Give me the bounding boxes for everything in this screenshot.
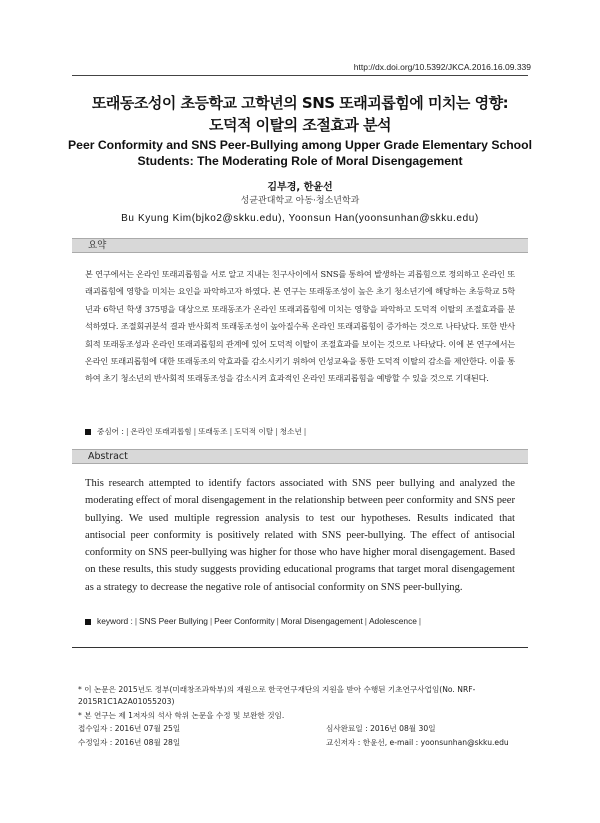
accepted-date: 심사완료일 : 2016년 08월 30일 — [326, 724, 436, 733]
authors-korean: 김부경, 한윤선 — [267, 182, 333, 193]
title-english-line1: Peer Conformity and SNS Peer-Bullying among Upper Grade Elementary School — [68, 138, 532, 152]
keywords-english: keyword : | SNS Peer Bullying | Peer Conformity | Moral Disengagement | Adolescence | — [85, 616, 423, 626]
title-korean-line2: 도덕적 이탈의 조절효과 분석 — [208, 116, 392, 134]
affiliation: 성균관대학교 아동·청소년학과 — [240, 196, 360, 206]
keyword-en-item: Peer Conformity — [214, 616, 275, 626]
abstract-en-heading-bar — [72, 449, 528, 464]
keyword-en-item: Moral Disengagement — [280, 616, 363, 626]
keywords-korean-label: 중심어 : — [97, 427, 124, 436]
abstract-en-heading: Abstract — [88, 451, 128, 462]
corresponding-author: 교신저자 : 한윤선, e-mail : yoonsunhan@skku.edu — [326, 738, 509, 747]
bullet-square-icon — [85, 619, 91, 625]
abstract-ko-heading: 요약 — [88, 240, 107, 251]
abstract-ko-heading-bar — [72, 238, 528, 253]
title-english — [40, 137, 560, 169]
authors-english: Bu Kyung Kim(bjko2@skku.edu), Yoonsun Han(yoonsunhan@skku.edu) — [121, 213, 479, 224]
keyword-ko-item: 온라인 또래괴롭힘 — [130, 427, 192, 436]
doi-link[interactable]: http://dx.doi.org/10.5392/JKCA.2016.16.09.339 — [353, 62, 531, 72]
received-date: 접수일자 : 2016년 07월 25일 — [78, 724, 181, 733]
keywords-korean: 중심어 : | 온라인 또래괴롭힘 | 또래동조 | 도덕적 이탈 | 청소년 | — [85, 426, 308, 437]
title-korean-line1: 또래동조성이 초등학교 고학년의 SNS 또래괴롭힘에 미치는 영향: — [91, 94, 509, 112]
title-korean — [40, 92, 560, 136]
revised-date: 수정일자 : 2016년 08월 28일 — [78, 738, 181, 747]
abstract-korean-body: 본 연구에서는 온라인 또래괴롭힘을 서로 알고 지내는 친구사이에서 SNS를 통하여 발생하는 괴롭힘으로 정의하고 온라인 또래괴롭힘에 영향을 미치는 요인을 파악하고자 하였다. 본 연구는 또래동조성이 높은 초기 청소년기에 해당하는 초등학교 5학년과 6학년 학생 375명을 대상으로 또래동조가 온라인 또래괴롭힘에 미치는 영향을 파악하고 도덕적 이탈의 조절효과를 분석하였다. 조절회귀분석 결과 반사회적 또래동조성이 높아질수록 온라인 또래괴롭힘이 증가하는 것으로 나타났다. 또한 반사회적 또래동조성과 온라인 또래괴롭힘의 관계에 있어 도덕적 이탈이 조절효과를 보이는 것으로 나타났다. 이에 본 연구에서는 온라인 또래괴롭힘에 대한 또래동조의 악효과를 감소시키기 위하여 인성교육을 통한 도덕적 이탈의 감소를 제안한다. 이를 통하여 초기 청소년의 반사회적 또래동조성을 감소시켜 효과적인 온라인 또래괴롭힘을 예방할 수 있을 것으로 기대된다. — [85, 269, 515, 384]
funding-note: * 이 논문은 2015년도 정부(미래창조과학부)의 재원으로 한국연구재단의 지원을 받아 수행된 기초연구사업임(No. NRF-2015R1C1A2A01055203) — [78, 685, 476, 706]
title-english-line2: Students: The Moderating Role of Moral Disengagement — [137, 154, 463, 168]
keyword-ko-item: 도덕적 이탈 — [234, 427, 274, 436]
keyword-ko-item: 청소년 — [279, 427, 302, 436]
header-rule — [72, 75, 528, 76]
abstract-english-body: This research attempted to identify factors associated with SNS peer bullying and analyzed the moderating effect of moral disengagement in the relationship between peer conformity and SNS peer bullying. We used multiple regression analysis to test our hypotheses. Results indicated that antisocial peer conformity is positively related with SNS peer-bullying. The effect of antisocial conformity on SNS peer-bullying was higher for those who have higher moral disengagement. Based on these results, this study suggests providing educational programs that target moral disengagement as a strategy to decrease the negative role of antisocial conformity on SNS peer-bullying. — [85, 478, 515, 593]
keyword-en-item: Adolescence — [368, 616, 417, 626]
bullet-square-icon — [85, 429, 91, 435]
thesis-note: * 본 연구는 제 1저자의 석사 학위 논문을 수정 및 보완한 것임. — [78, 711, 285, 720]
keyword-ko-item: 또래동조 — [198, 427, 228, 436]
keywords-english-label: keyword : — [97, 616, 133, 626]
footer-rule — [72, 647, 528, 648]
keyword-en-item: SNS Peer Bullying — [139, 616, 208, 626]
